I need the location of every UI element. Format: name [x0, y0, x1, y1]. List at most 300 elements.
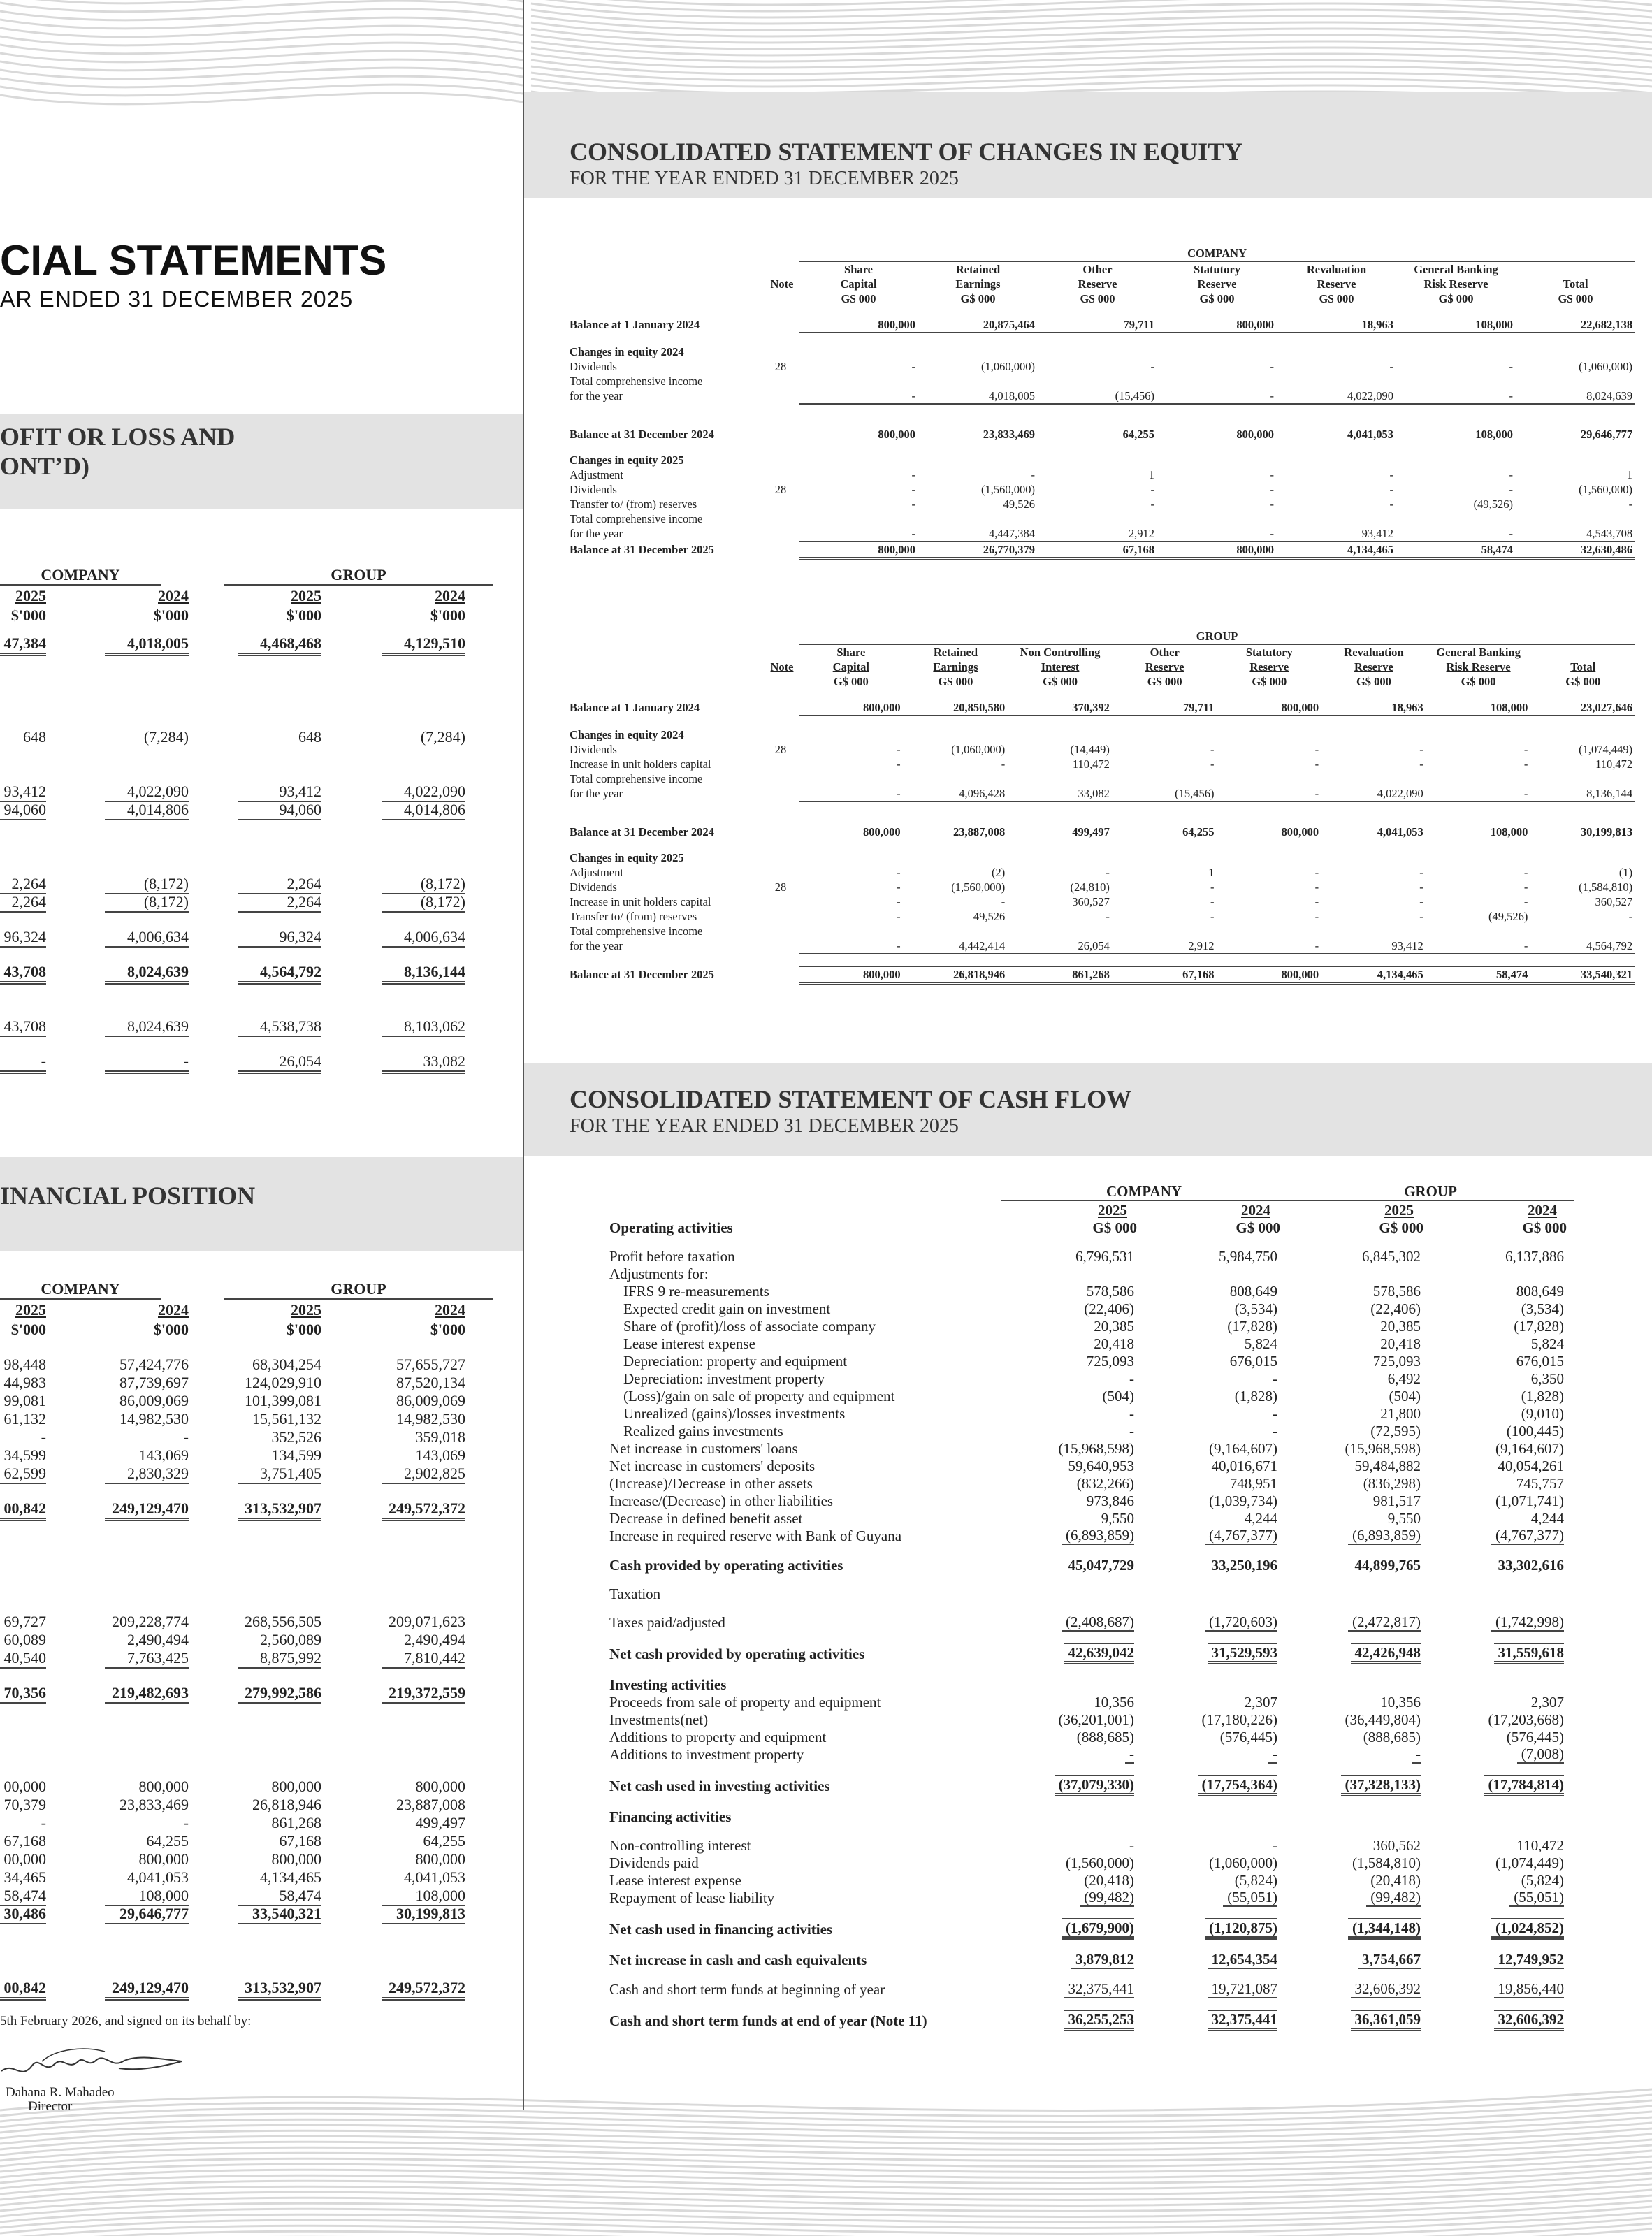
equity-cell: 4,096,428 — [904, 786, 1008, 801]
cf-cell: (99,482) — [1287, 1889, 1430, 1907]
pl-cell: 4,564,792 — [238, 963, 321, 985]
pl-cell: 2,264 — [238, 875, 321, 894]
signatory-name: Dahana R. Mahadeo — [6, 2085, 115, 2100]
equity-cell — [765, 374, 799, 389]
fp-cell: 249,129,470 — [105, 1500, 189, 1521]
equity-cell: 4,041,053 — [1377, 825, 1423, 838]
fp-cell: 800,000 — [138, 1778, 189, 1795]
cf-cell: (2,408,687) — [1001, 1613, 1144, 1632]
equity-cell — [1516, 511, 1635, 526]
cf-cell: 748,951 — [1229, 1474, 1277, 1492]
equity-cell: 18,963 — [1277, 317, 1396, 333]
pl-cell: 8,024,639 — [105, 1017, 189, 1037]
equity-row — [570, 542, 1635, 559]
fp-year-4: 2024 — [435, 1301, 465, 1319]
cf-cell: (1,828) — [1521, 1387, 1565, 1404]
equity-row-label: Dividends — [570, 742, 617, 756]
fp-cell: - — [41, 1428, 46, 1446]
equity-cell: - — [1210, 742, 1215, 756]
equity-cell: 28 — [774, 359, 787, 373]
equity-cell: 4,022,090 — [1277, 389, 1396, 404]
equity-cell: (1,060,000) — [951, 742, 1006, 756]
equity-title: CONSOLIDATED STATEMENT OF CHANGES IN EQUITY — [570, 138, 1243, 166]
equity-col-header: Other — [1150, 645, 1180, 659]
fp-cell: 67,168 — [279, 1832, 321, 1850]
fp-cell: 108,000 — [382, 1887, 465, 1906]
pl-group-label: GROUP — [224, 566, 493, 586]
equity-cell: 4,134,465 — [1321, 966, 1426, 984]
fp-cell: 8,875,992 — [238, 1649, 321, 1669]
cf-cell: 110,472 — [1516, 1836, 1565, 1854]
equity-row-label: Dividends — [570, 359, 617, 373]
equity-cell — [1113, 850, 1217, 865]
cf-row — [609, 1728, 1574, 1745]
cf-cell: 32,375,441 — [1001, 1980, 1144, 1998]
equity-cell: 108,000 — [1475, 427, 1513, 441]
equity-row-label: for the year — [570, 787, 623, 800]
cf-cell: (22,406) — [1370, 1300, 1421, 1317]
page-divider — [523, 0, 524, 2110]
cf-cell — [1001, 1265, 1144, 1282]
director-signature — [0, 2040, 189, 2085]
pl-year-3: 2025 — [291, 587, 321, 604]
equity-row — [570, 850, 1635, 865]
cf-cell: (9,164,607) — [1495, 1439, 1565, 1457]
equity-cell: (49,526) — [1473, 497, 1513, 511]
cf-cell: (1,560,000) — [1066, 1854, 1134, 1871]
cf-cell — [1430, 1808, 1574, 1825]
cf-cell: 40,054,261 — [1498, 1457, 1565, 1474]
equity-col-header: Other — [1082, 262, 1113, 276]
equity-cell: 4,447,384 — [918, 526, 1038, 542]
cf-cell: - — [1273, 1836, 1277, 1854]
equity-cell: 49,526 — [1003, 497, 1035, 511]
fp-section-title: INANCIAL POSITION — [0, 1182, 256, 1210]
cashflow-subtitle: FOR THE YEAR ENDED 31 DECEMBER 2025 — [570, 1115, 959, 1137]
equity-cell: - — [1389, 359, 1393, 373]
equity-col-unit: G$ 000 — [1558, 291, 1593, 305]
fp-cell: 44,983 — [3, 1374, 46, 1391]
equity-cell — [1157, 344, 1277, 359]
pl-cell: 648 — [23, 728, 46, 746]
equity-cell — [1217, 771, 1322, 786]
equity-cell: - — [1210, 909, 1215, 923]
pl-cell: 96,324 — [0, 928, 46, 948]
pl-cell: (8,172) — [105, 875, 189, 894]
equity-cell — [1008, 771, 1113, 786]
cf-cell: (1,584,810) — [1352, 1854, 1421, 1871]
equity-cell: - — [1157, 389, 1277, 404]
cf-row-label: Decrease in defined benefit asset — [609, 1509, 803, 1527]
equity-col-unit: G$ 000 — [1319, 291, 1354, 305]
equity-col-header: Reserve — [1145, 660, 1184, 674]
equity-cell — [765, 317, 799, 333]
equity-col-header — [1516, 261, 1635, 277]
pl-cell: 4,006,634 — [105, 928, 189, 948]
pl-cell: 4,014,806 — [382, 801, 465, 820]
fp-cell: 57,424,776 — [119, 1356, 189, 1373]
equity-cell: - — [1523, 757, 1528, 771]
cf-cell: (17,828) — [1227, 1317, 1277, 1335]
equity-cell: (14,449) — [1070, 742, 1110, 756]
equity-cell — [765, 700, 799, 716]
fp-cell: 2,490,494 — [404, 1631, 465, 1648]
equity-cell: 26,818,946 — [904, 966, 1008, 984]
equity-cell — [765, 497, 799, 511]
fp-cell: 70,356 — [0, 1684, 46, 1704]
equity-cell — [1008, 727, 1113, 742]
pl-cell: 8,136,144 — [382, 963, 465, 985]
cf-cell: 973,846 — [1086, 1492, 1134, 1509]
equity-cell: (24,810) — [1070, 880, 1110, 894]
cf-cell: 59,640,953 — [1068, 1457, 1134, 1474]
equity-cell — [904, 850, 1008, 865]
equity-col-unit: G$ 000 — [1356, 674, 1391, 688]
fp-cell: 249,572,372 — [382, 1500, 465, 1521]
equity-cell: 108,000 — [1396, 317, 1516, 333]
fp-cell: 64,255 — [146, 1832, 189, 1850]
pl-cell: 2,264 — [238, 893, 321, 913]
equity-cell — [1396, 374, 1516, 389]
equity-col-unit: G$ 000 — [960, 291, 996, 305]
pl-cell: 4,022,090 — [105, 783, 189, 802]
equity-cell — [799, 453, 918, 467]
cf-cell: (37,328,133) — [1287, 1775, 1430, 1796]
fp-unit-2: $'000 — [153, 1321, 189, 1338]
equity-cell — [765, 542, 799, 559]
fp-cell: 4,041,053 — [127, 1868, 189, 1886]
equity-row — [570, 742, 1635, 757]
equity-col-header: Interest — [1041, 660, 1080, 674]
fp-year-3: 2025 — [291, 1301, 321, 1319]
fp-cell: 34,465 — [3, 1868, 46, 1886]
equity-row — [570, 880, 1635, 894]
fp-cell: 268,556,505 — [245, 1613, 321, 1630]
cf-row — [609, 1556, 1574, 1574]
equity-subtitle: FOR THE YEAR ENDED 31 DECEMBER 2025 — [570, 168, 959, 189]
cf-cell: (888,685) — [1076, 1728, 1134, 1745]
cf-cell: 32,606,392 — [1430, 2010, 1574, 2031]
equity-cell — [765, 467, 799, 482]
equity-cell: - — [1509, 359, 1513, 373]
equity-cell: 800,000 — [1217, 700, 1322, 716]
pl-cell: 4,538,738 — [238, 1017, 321, 1037]
pl-unit-1: $'000 — [10, 607, 46, 624]
equity-cell: 29,646,777 — [1580, 427, 1633, 441]
equity-cell: 800,000 — [799, 966, 904, 984]
equity-cell — [1516, 344, 1635, 359]
equity-cell: 800,000 — [799, 700, 904, 716]
equity-group-table — [570, 629, 1635, 985]
equity-col-header: Total — [1563, 277, 1588, 291]
equity-cell: 28 — [774, 880, 787, 894]
pl-cell: 93,412 — [238, 783, 321, 802]
cf-cell: (9,164,607) — [1209, 1439, 1277, 1457]
cf-row — [609, 1352, 1574, 1370]
fp-cell: 101,399,081 — [245, 1392, 321, 1409]
equity-cell: - — [1628, 909, 1633, 923]
pl-cell: (7,284) — [143, 728, 189, 746]
equity-cell — [1396, 511, 1516, 526]
fp-cell: 68,304,254 — [252, 1356, 321, 1373]
cf-cell: 3,754,667 — [1287, 1951, 1430, 1969]
cf-row-label: Net increase in customers' loans — [609, 1439, 798, 1457]
equity-row-label: Balance at 31 December 2024 — [570, 825, 714, 838]
equity-cell — [799, 771, 904, 786]
equity-col-header — [1530, 644, 1635, 660]
equity-row-label: Balance at 1 January 2024 — [570, 318, 700, 331]
equity-row — [570, 427, 1635, 442]
equity-col-header: Revaluation — [1306, 262, 1367, 276]
equity-cell: - — [897, 880, 901, 894]
cf-row — [609, 1980, 1574, 1998]
equity-cell: 2,912 — [1113, 938, 1217, 954]
fp-cell: - — [41, 1814, 46, 1831]
cf-cell: (9,010) — [1521, 1404, 1565, 1422]
fp-cell: 67,168 — [3, 1832, 46, 1850]
cf-cell: (6,893,859) — [1287, 1527, 1430, 1545]
cf-row-label: Dividends paid — [609, 1854, 699, 1871]
cf-cell: (5,824) — [1234, 1871, 1277, 1889]
fp-cell: 219,482,693 — [105, 1684, 189, 1704]
equity-cell — [1530, 850, 1635, 865]
cf-cell: 2,307 — [1244, 1693, 1277, 1711]
cf-cell: 3,879,812 — [1001, 1951, 1144, 1969]
equity-cell: 20,875,464 — [918, 317, 1038, 333]
equity-cell — [765, 389, 799, 404]
equity-cell: - — [1314, 865, 1319, 879]
cf-unit-header: G$ 000 — [1379, 1219, 1423, 1236]
equity-cell: - — [799, 389, 918, 404]
cf-company-label: COMPANY — [1001, 1182, 1287, 1200]
equity-cell: - — [799, 938, 904, 954]
equity-cell: 22,682,138 — [1516, 317, 1635, 333]
fp-unit-4: $'000 — [430, 1321, 465, 1338]
fp-cell: 2,560,089 — [260, 1631, 321, 1648]
equity-row — [570, 924, 1635, 938]
cf-cell — [1144, 1265, 1287, 1282]
equity-cell — [1321, 727, 1426, 742]
cf-cell: 9,550 — [1101, 1509, 1134, 1527]
signatory-title: Director — [28, 2099, 73, 2114]
equity-col-header: Reserve — [1317, 277, 1356, 291]
pl-section-title-line2: ONT’D) — [0, 452, 89, 480]
equity-col-unit — [765, 291, 799, 306]
equity-cell — [904, 924, 1008, 938]
equity-cell: - — [1419, 909, 1423, 923]
cf-row-label: Investments(net) — [609, 1711, 709, 1728]
fp-cell: 499,497 — [415, 1814, 465, 1831]
equity-cell: - — [1270, 467, 1274, 481]
pl-year-4: 2024 — [435, 587, 465, 604]
equity-cell: - — [1419, 742, 1423, 756]
equity-col-header: Risk Reserve — [1423, 277, 1488, 291]
pl-cell: 4,022,090 — [382, 783, 465, 802]
cf-row — [609, 1282, 1574, 1300]
equity-cell — [1277, 374, 1396, 389]
equity-cell — [799, 850, 904, 865]
cf-cell: 2,307 — [1530, 1693, 1565, 1711]
cf-cell: 578,586 — [1086, 1282, 1134, 1300]
equity-cell: 4,018,005 — [918, 389, 1038, 404]
pl-unit-2: $'000 — [153, 607, 189, 624]
equity-cell — [765, 909, 799, 924]
cf-cell: (17,784,814) — [1430, 1775, 1574, 1796]
fp-cell: 14,982,530 — [119, 1410, 189, 1428]
equity-row — [570, 825, 1635, 839]
cf-cell: 6,492 — [1387, 1370, 1421, 1387]
equity-cell: 79,711 — [1113, 700, 1217, 716]
equity-cell: - — [1426, 786, 1531, 801]
equity-cell: 110,472 — [1072, 757, 1110, 771]
equity-cell — [1530, 727, 1635, 742]
cf-row — [609, 1613, 1574, 1632]
equity-cell: - — [911, 467, 915, 481]
cashflow-table — [609, 1182, 1574, 2031]
cf-cell: (1,720,603) — [1144, 1613, 1287, 1632]
fp-cell: - — [183, 1428, 189, 1446]
fp-cell: 4,134,465 — [260, 1868, 321, 1886]
equity-row-label: Changes in equity 2024 — [570, 344, 684, 358]
equity-row — [570, 453, 1635, 467]
cf-row-label: Net increase in customers' deposits — [609, 1457, 816, 1474]
equity-row-label: Transfer to/ (from) reserves — [570, 909, 697, 923]
equity-row-label: for the year — [570, 527, 623, 540]
equity-cell: (1) — [1618, 865, 1633, 879]
equity-cell: - — [1210, 894, 1215, 908]
cf-operating-label: Operating activities — [609, 1219, 733, 1236]
cf-row — [609, 1509, 1574, 1527]
equity-col-unit: G$ 000 — [1565, 674, 1601, 688]
equity-cell: 67,168 — [1113, 966, 1217, 984]
fp-cell: 86,009,069 — [119, 1392, 189, 1409]
equity-cell — [765, 924, 799, 938]
approval-text: 5th February 2026, and signed on its behalf by: — [0, 2014, 252, 2028]
equity-row — [570, 700, 1635, 716]
pl-cell: (8,172) — [105, 893, 189, 913]
cf-cell: (72,595) — [1370, 1422, 1421, 1439]
fp-cell: 60,089 — [3, 1631, 46, 1648]
cf-cell: 12,749,952 — [1430, 1951, 1574, 1969]
equity-section-label: COMPANY — [799, 246, 1635, 261]
equity-cell: 108,000 — [1490, 825, 1528, 838]
pl-cell: - — [0, 1052, 46, 1074]
cf-cell: - — [1129, 1370, 1134, 1387]
equity-company-table — [570, 246, 1635, 560]
equity-cell: 23,887,008 — [953, 825, 1006, 838]
cf-row-label: Cash and short term funds at beginning of year — [609, 1981, 885, 1998]
equity-row-label: for the year — [570, 389, 623, 402]
equity-row — [570, 727, 1635, 742]
fp-cell: 313,532,907 — [238, 1500, 321, 1521]
equity-cell — [1157, 453, 1277, 467]
cf-cell: (1,024,852) — [1430, 1918, 1574, 1940]
cf-cell: - — [1129, 1422, 1134, 1439]
fp-cell: 3,751,405 — [238, 1465, 321, 1484]
equity-cell: 800,000 — [878, 427, 915, 441]
equity-cell — [765, 865, 799, 880]
equity-cell — [1113, 771, 1217, 786]
cf-row — [609, 1457, 1574, 1474]
equity-col-header: General Banking — [1436, 645, 1521, 659]
cf-cell: (1,071,741) — [1495, 1492, 1565, 1509]
pl-unit-3: $'000 — [286, 607, 321, 624]
equity-cell: - — [911, 497, 915, 511]
equity-row — [570, 344, 1635, 359]
cf-cell: 20,418 — [1094, 1335, 1134, 1352]
equity-cell: (1,060,000) — [981, 359, 1035, 373]
cf-row — [609, 1585, 1574, 1602]
cf-cell: 745,757 — [1516, 1474, 1565, 1492]
cf-row-label: Investing activities — [609, 1676, 727, 1693]
equity-row-label: Dividends — [570, 482, 617, 496]
fp-cell: 800,000 — [138, 1850, 189, 1868]
cf-cell — [1001, 1676, 1144, 1693]
equity-row-label: Balance at 31 December 2024 — [570, 427, 714, 441]
equity-cell — [1396, 344, 1516, 359]
cf-cell: 45,047,729 — [1068, 1556, 1134, 1574]
equity-row-label: Total comprehensive income — [570, 924, 703, 938]
cf-cell: 10,356 — [1380, 1693, 1421, 1711]
cf-year-header: 2025 — [1384, 1201, 1414, 1219]
equity-cell — [765, 771, 799, 786]
equity-cell — [765, 344, 799, 359]
fp-cell: 800,000 — [415, 1850, 465, 1868]
cf-cell: (576,445) — [1219, 1728, 1277, 1745]
equity-cell: - — [911, 359, 915, 373]
equity-cell — [918, 344, 1038, 359]
equity-cell: - — [1523, 894, 1528, 908]
equity-row — [570, 482, 1635, 497]
equity-col-unit: G$ 000 — [833, 674, 869, 688]
equity-cell: (2) — [992, 865, 1006, 879]
cf-cell: 10,356 — [1094, 1693, 1134, 1711]
fp-cell: 7,810,442 — [382, 1649, 465, 1669]
equity-cell — [904, 727, 1008, 742]
equity-cell — [1277, 344, 1396, 359]
equity-col-unit: G$ 000 — [1438, 291, 1474, 305]
cf-row — [609, 1492, 1574, 1509]
equity-cell — [1396, 453, 1516, 467]
cf-row — [609, 1711, 1574, 1728]
fp-company-label: COMPANY — [0, 1280, 161, 1300]
equity-cell: - — [799, 526, 918, 542]
fp-cell: 30,199,813 — [382, 1905, 465, 1924]
cf-cell: (1,120,875) — [1144, 1918, 1287, 1940]
equity-cell: 79,711 — [1038, 317, 1157, 333]
equity-cell: 28 — [774, 482, 787, 496]
fp-cell: 124,029,910 — [245, 1374, 321, 1391]
equity-cell: (49,526) — [1488, 909, 1528, 923]
left-page-subtitle: AR ENDED 31 DECEMBER 2025 — [0, 286, 354, 312]
equity-cell — [765, 427, 799, 442]
equity-cell — [1113, 727, 1217, 742]
equity-cell: - — [799, 786, 904, 801]
equity-cell: - — [1106, 865, 1110, 879]
cf-cell: 40,016,671 — [1211, 1457, 1277, 1474]
equity-row — [570, 771, 1635, 786]
fp-cell: 00,842 — [0, 1500, 46, 1521]
equity-row — [570, 511, 1635, 526]
equity-cell: 33,540,321 — [1530, 966, 1635, 984]
cf-cell — [1430, 1676, 1574, 1693]
cf-row-label: Adjustments for: — [609, 1265, 709, 1282]
equity-cell: 23,833,469 — [983, 427, 1035, 441]
equity-cell: - — [1001, 894, 1006, 908]
fp-unit-1: $'000 — [10, 1321, 46, 1338]
equity-cell: - — [1217, 938, 1322, 954]
cf-row — [609, 1317, 1574, 1335]
